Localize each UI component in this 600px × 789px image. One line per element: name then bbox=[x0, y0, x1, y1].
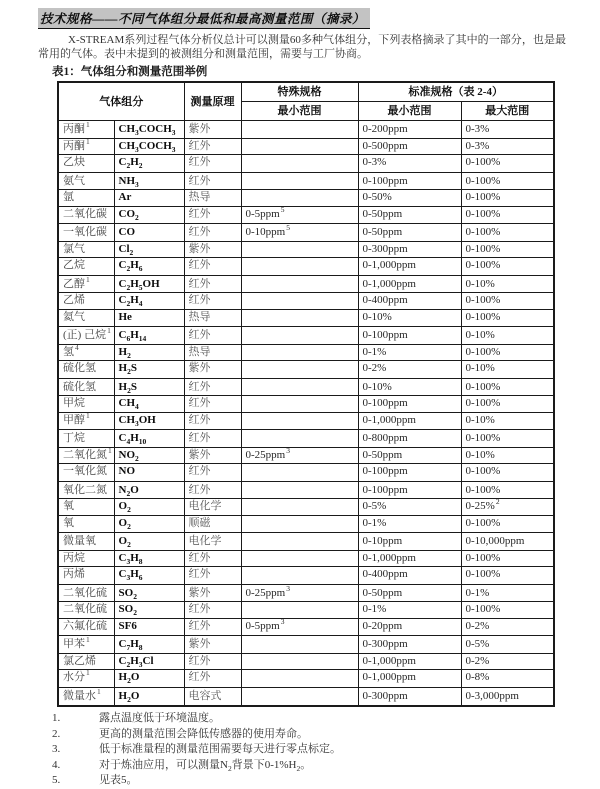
gas-name-cell: 乙醇$^1$ bbox=[58, 275, 114, 293]
gas-name-cell: 微量水$^1$ bbox=[58, 687, 114, 706]
standard-min-range-cell: 0-50ppm bbox=[358, 206, 461, 224]
principle-cell: 红外 bbox=[184, 567, 241, 585]
gas-group-10 bbox=[58, 584, 554, 636]
standard-min-range-cell: 0-100ppm bbox=[358, 327, 461, 345]
formula-cell: $C_4H_{10}$ bbox=[114, 430, 184, 448]
header-standard-spec: 标准规格（表 2-4） bbox=[358, 82, 554, 102]
gas-name-cell: 氧 bbox=[58, 515, 114, 533]
standard-max-range-cell: 0-10% bbox=[461, 361, 554, 379]
principle-cell: 红外 bbox=[184, 481, 241, 499]
principle-cell: 电化学 bbox=[184, 499, 241, 516]
formula-cell: $C_2H_4$ bbox=[114, 293, 184, 310]
footnote-4 bbox=[52, 758, 566, 774]
special-min-range-cell: 0-5ppm$^3$ bbox=[241, 618, 358, 636]
formula-cell: $CH_4$ bbox=[114, 396, 184, 413]
table-row bbox=[58, 602, 554, 619]
standard-max-range-cell: 0-100% bbox=[461, 293, 554, 310]
table-row bbox=[58, 515, 554, 533]
table-row bbox=[58, 550, 554, 567]
gas-name-cell: 氩 bbox=[58, 190, 114, 207]
principle-cell: 红外 bbox=[184, 670, 241, 688]
standard-max-range-cell: 0-100% bbox=[461, 172, 554, 190]
gas-name-cell: 丙酮$^1$ bbox=[58, 121, 114, 139]
standard-min-range-cell: 0-1% bbox=[358, 602, 461, 619]
standard-max-range-cell: 0-100% bbox=[461, 464, 554, 482]
principle-cell: 红外 bbox=[184, 396, 241, 413]
table-row bbox=[58, 327, 554, 345]
gas-name-cell: 水分$^1$ bbox=[58, 670, 114, 688]
principle-cell: 热导 bbox=[184, 190, 241, 207]
table-row bbox=[58, 481, 554, 499]
standard-min-range-cell: 0-400ppm bbox=[358, 293, 461, 310]
principle-cell: 红外 bbox=[184, 550, 241, 567]
table-row bbox=[58, 499, 554, 516]
principle-cell: 红外 bbox=[184, 464, 241, 482]
formula-cell: $H_2$ bbox=[114, 344, 184, 361]
table-row bbox=[58, 396, 554, 413]
gas-name-cell: 二氧化碳 bbox=[58, 206, 114, 224]
header-gas-component: 气体组分 bbox=[58, 82, 184, 121]
table-row bbox=[58, 533, 554, 551]
header-measure-principle: 测量原理 bbox=[184, 82, 241, 121]
standard-max-range-cell: 0-100% bbox=[461, 344, 554, 361]
table-row bbox=[58, 206, 554, 224]
formula-cell: Ar bbox=[114, 190, 184, 207]
gas-name-cell: 微量氧 bbox=[58, 533, 114, 551]
footnote-number: 5. bbox=[52, 774, 61, 786]
principle-cell: 热导 bbox=[184, 344, 241, 361]
gas-name-cell: 二氧化氮$^1$ bbox=[58, 447, 114, 464]
special-min-range-cell: 0-25ppm$^3$ bbox=[241, 447, 358, 464]
standard-max-range-cell: 0-2% bbox=[461, 653, 554, 670]
gas-name-cell: 硫化氢 bbox=[58, 378, 114, 396]
header-special-min-range: 最小范围 bbox=[241, 102, 358, 121]
principle-cell: 红外 bbox=[184, 275, 241, 293]
special-min-range-cell bbox=[241, 121, 358, 139]
standard-min-range-cell: 0-1,000ppm bbox=[358, 670, 461, 688]
footnote-text: 低于标准量程的测量范围需要每天进行零点标定。 bbox=[99, 743, 341, 755]
standard-max-range-cell: 0-8% bbox=[461, 670, 554, 688]
gas-name-cell: 一氧化氮 bbox=[58, 464, 114, 482]
gas-name-cell: 氧 bbox=[58, 499, 114, 516]
standard-min-range-cell: 0-10ppm bbox=[358, 533, 461, 551]
footnote-number: 2. bbox=[52, 727, 61, 740]
standard-min-range-cell: 0-500ppm bbox=[358, 138, 461, 155]
standard-min-range-cell: 0-100ppm bbox=[358, 481, 461, 499]
gas-name-cell: 氧化二氮 bbox=[58, 481, 114, 499]
principle-cell: 顺磁 bbox=[184, 515, 241, 533]
gas-group-7 bbox=[58, 430, 554, 482]
special-min-range-cell bbox=[241, 653, 358, 670]
standard-max-range-cell: 0-3% bbox=[461, 138, 554, 155]
gas-group-9 bbox=[58, 533, 554, 585]
standard-max-range-cell: 0-100% bbox=[461, 190, 554, 207]
gas-name-cell: 二氧化硫 bbox=[58, 602, 114, 619]
gas-name-cell: 氯乙烯 bbox=[58, 653, 114, 670]
standard-max-range-cell: 0-100% bbox=[461, 378, 554, 396]
standard-max-range-cell: 0-10% bbox=[461, 412, 554, 430]
standard-min-range-cell: 0-1,000ppm bbox=[358, 412, 461, 430]
special-min-range-cell bbox=[241, 190, 358, 207]
table-row bbox=[58, 636, 554, 654]
principle-cell: 红外 bbox=[184, 293, 241, 310]
gas-group-4 bbox=[58, 275, 554, 327]
footnote-5 bbox=[52, 773, 566, 789]
formula-cell: $C_3H_8$ bbox=[114, 550, 184, 567]
principle-cell: 紫外 bbox=[184, 361, 241, 379]
formula-cell: $C_3H_6$ bbox=[114, 567, 184, 585]
standard-max-range-cell: 0-100% bbox=[461, 155, 554, 173]
principle-cell: 红外 bbox=[184, 618, 241, 636]
formula-cell: $Cl_2$ bbox=[114, 241, 184, 258]
standard-min-range-cell: 0-300ppm bbox=[358, 241, 461, 258]
principle-cell: 红外 bbox=[184, 206, 241, 224]
principle-cell: 紫外 bbox=[184, 584, 241, 602]
table-row bbox=[58, 378, 554, 396]
formula-cell: $C_2H_3Cl$ bbox=[114, 653, 184, 670]
standard-min-range-cell: 0-800ppm bbox=[358, 430, 461, 448]
standard-min-range-cell: 0-1% bbox=[358, 515, 461, 533]
principle-cell: 红外 bbox=[184, 155, 241, 173]
standard-min-range-cell: 0-400ppm bbox=[358, 567, 461, 585]
special-min-range-cell bbox=[241, 396, 358, 413]
table-row bbox=[58, 293, 554, 310]
footnote-text: 露点温度低于环境温度。 bbox=[99, 712, 220, 724]
gas-name-cell: 氨气 bbox=[58, 172, 114, 190]
gas-name-cell: 乙烯 bbox=[58, 293, 114, 310]
formula-cell: $CO_2$ bbox=[114, 206, 184, 224]
principle-cell: 紫外 bbox=[184, 636, 241, 654]
page-title: 技术规格——不同气体组分最低和最高测量范围（摘录） bbox=[38, 8, 370, 29]
special-min-range-cell bbox=[241, 670, 358, 688]
gas-group-5 bbox=[58, 327, 554, 379]
standard-min-range-cell: 0-50ppm bbox=[358, 224, 461, 242]
special-min-range-cell bbox=[241, 172, 358, 190]
gas-name-cell: 甲苯$^1$ bbox=[58, 636, 114, 654]
footnote-2 bbox=[52, 727, 566, 743]
gas-name-cell: 丁烷 bbox=[58, 430, 114, 448]
special-min-range-cell bbox=[241, 378, 358, 396]
table-row bbox=[58, 138, 554, 155]
gas-name-cell: 氯气 bbox=[58, 241, 114, 258]
standard-max-range-cell: 0-10% bbox=[461, 275, 554, 293]
gas-name-cell: 丙酮$^1$ bbox=[58, 138, 114, 155]
header-special-spec: 特殊规格 bbox=[241, 82, 358, 102]
gas-group-11 bbox=[58, 636, 554, 688]
gas-name-cell: 一氧化碳 bbox=[58, 224, 114, 242]
principle-cell: 红外 bbox=[184, 653, 241, 670]
table-row bbox=[58, 172, 554, 190]
gas-name-cell: 六氟化硫 bbox=[58, 618, 114, 636]
table-row bbox=[58, 653, 554, 670]
table-row bbox=[58, 241, 554, 258]
footnote-3 bbox=[52, 742, 566, 758]
formula-cell: $SO_2$ bbox=[114, 584, 184, 602]
gas-group-3 bbox=[58, 224, 554, 276]
standard-min-range-cell: 0-20ppm bbox=[358, 618, 461, 636]
standard-min-range-cell: 0-1,000ppm bbox=[358, 275, 461, 293]
formula-cell: CO bbox=[114, 224, 184, 242]
table-row bbox=[58, 567, 554, 585]
gas-name-cell: 硫化氢 bbox=[58, 361, 114, 379]
formula-cell: $H_2O$ bbox=[114, 687, 184, 706]
standard-max-range-cell: 0-10% bbox=[461, 447, 554, 464]
special-min-range-cell bbox=[241, 430, 358, 448]
standard-max-range-cell: 0-3% bbox=[461, 121, 554, 139]
principle-cell: 红外 bbox=[184, 172, 241, 190]
header-standard-min-range: 最小范围 bbox=[358, 102, 461, 121]
special-min-range-cell bbox=[241, 481, 358, 499]
special-min-range-cell bbox=[241, 241, 358, 258]
table-row bbox=[58, 447, 554, 464]
table-row bbox=[58, 344, 554, 361]
table-row bbox=[58, 464, 554, 482]
principle-cell: 红外 bbox=[184, 327, 241, 345]
principle-cell: 紫外 bbox=[184, 121, 241, 139]
standard-min-range-cell: 0-200ppm bbox=[358, 121, 461, 139]
special-min-range-cell bbox=[241, 499, 358, 516]
special-min-range-cell: 0-25ppm$^3$ bbox=[241, 584, 358, 602]
formula-cell: $C_2H_5OH$ bbox=[114, 275, 184, 293]
standard-max-range-cell: 0-100% bbox=[461, 309, 554, 327]
formula-cell: $CH_3OH$ bbox=[114, 412, 184, 430]
standard-min-range-cell: 0-300ppm bbox=[358, 687, 461, 706]
gas-name-cell: 丙烯 bbox=[58, 567, 114, 585]
standard-max-range-cell: 0-10% bbox=[461, 327, 554, 345]
table-row bbox=[58, 121, 554, 139]
footnote-text: 对于炼油应用，可以测量$N_2$背景下$0-1\%H_2$。 bbox=[99, 758, 312, 773]
standard-min-range-cell: 0-50ppm bbox=[358, 584, 461, 602]
special-min-range-cell bbox=[241, 687, 358, 706]
principle-cell: 红外 bbox=[184, 412, 241, 430]
standard-min-range-cell: 0-1,000ppm bbox=[358, 653, 461, 670]
standard-min-range-cell: 0-50ppm bbox=[358, 447, 461, 464]
special-min-range-cell bbox=[241, 309, 358, 327]
standard-min-range-cell: 0-3% bbox=[358, 155, 461, 173]
table-caption: 表1：气体组分和测量范围举例 bbox=[52, 66, 208, 78]
table-row bbox=[58, 275, 554, 293]
special-min-range-cell bbox=[241, 344, 358, 361]
standard-min-range-cell: 0-100ppm bbox=[358, 464, 461, 482]
gas-name-cell: 氦气 bbox=[58, 309, 114, 327]
standard-min-range-cell: 0-2% bbox=[358, 361, 461, 379]
standard-min-range-cell: 0-50% bbox=[358, 190, 461, 207]
special-min-range-cell bbox=[241, 361, 358, 379]
principle-cell: 红外 bbox=[184, 138, 241, 155]
standard-max-range-cell: 0-100% bbox=[461, 567, 554, 585]
formula-cell: $CH_3COCH_3$ bbox=[114, 138, 184, 155]
formula-cell: $NH_3$ bbox=[114, 172, 184, 190]
standard-max-range-cell: 0-100% bbox=[461, 481, 554, 499]
principle-cell: 电容式 bbox=[184, 687, 241, 706]
standard-min-range-cell: 0-100ppm bbox=[358, 396, 461, 413]
table-row bbox=[58, 584, 554, 602]
table-row bbox=[58, 430, 554, 448]
special-min-range-cell bbox=[241, 533, 358, 551]
special-min-range-cell bbox=[241, 155, 358, 173]
intro-paragraph: X-STREAM系列过程气体分析仪总计可以测量60多种气体组分，下列表格摘录了其中的一部分，也是最常用的气体。表中未提到的被测组分和测量范围，需要与工厂协商。 bbox=[38, 34, 566, 60]
formula-cell: NO bbox=[114, 464, 184, 482]
special-min-range-cell bbox=[241, 636, 358, 654]
standard-min-range-cell: 0-5% bbox=[358, 499, 461, 516]
standard-min-range-cell: 0-300ppm bbox=[358, 636, 461, 654]
footnotes bbox=[52, 711, 566, 789]
standard-max-range-cell: 0-100% bbox=[461, 206, 554, 224]
standard-min-range-cell: 0-1,000ppm bbox=[358, 550, 461, 567]
footnote-text: 更高的测量范围会降低传感器的使用寿命。 bbox=[99, 727, 308, 740]
principle-cell: 紫外 bbox=[184, 241, 241, 258]
formula-cell: $H_2O$ bbox=[114, 670, 184, 688]
standard-min-range-cell: 0-100ppm bbox=[358, 172, 461, 190]
formula-cell: $CH_3COCH_3$ bbox=[114, 121, 184, 139]
formula-cell: $NO_2$ bbox=[114, 447, 184, 464]
gas-name-cell: 氢$^4$ bbox=[58, 344, 114, 361]
principle-cell: 红外 bbox=[184, 224, 241, 242]
special-min-range-cell bbox=[241, 138, 358, 155]
principle-cell: 红外 bbox=[184, 378, 241, 396]
formula-cell: He bbox=[114, 309, 184, 327]
standard-max-range-cell: 0-100% bbox=[461, 430, 554, 448]
header-row-1 bbox=[58, 82, 554, 102]
formula-cell: $C_2H_6$ bbox=[114, 258, 184, 276]
formula-cell: $O_2$ bbox=[114, 515, 184, 533]
standard-max-range-cell: 0-100% bbox=[461, 224, 554, 242]
standard-max-range-cell: 0-10,000ppm bbox=[461, 533, 554, 551]
table-row bbox=[58, 412, 554, 430]
special-min-range-cell bbox=[241, 464, 358, 482]
special-min-range-cell bbox=[241, 567, 358, 585]
table-row bbox=[58, 670, 554, 688]
standard-min-range-cell: 0-10% bbox=[358, 309, 461, 327]
footnote-number: 1. bbox=[52, 712, 61, 724]
table-row bbox=[58, 309, 554, 327]
header-standard-max-range: 最大范围 bbox=[461, 102, 554, 121]
gas-name-cell: 甲醇$^1$ bbox=[58, 412, 114, 430]
special-min-range-cell bbox=[241, 293, 358, 310]
formula-cell: $H_2S$ bbox=[114, 378, 184, 396]
special-min-range-cell bbox=[241, 602, 358, 619]
table-row bbox=[58, 155, 554, 173]
standard-min-range-cell: 0-1,000ppm bbox=[358, 258, 461, 276]
standard-max-range-cell: 0-2% bbox=[461, 618, 554, 636]
principle-cell: 红外 bbox=[184, 430, 241, 448]
gas-name-cell: 甲烷 bbox=[58, 396, 114, 413]
standard-max-range-cell: 0-100% bbox=[461, 396, 554, 413]
standard-max-range-cell: 0-100% bbox=[461, 258, 554, 276]
formula-cell: $N_2O$ bbox=[114, 481, 184, 499]
footnote-1 bbox=[52, 711, 566, 727]
special-min-range-cell bbox=[241, 275, 358, 293]
table-header bbox=[58, 82, 554, 121]
table-row bbox=[58, 258, 554, 276]
formula-cell: $O_2$ bbox=[114, 533, 184, 551]
special-min-range-cell bbox=[241, 258, 358, 276]
gas-group-2 bbox=[58, 172, 554, 224]
standard-min-range-cell: 0-1% bbox=[358, 344, 461, 361]
gas-name-cell: 乙烷 bbox=[58, 258, 114, 276]
standard-max-range-cell: 0-100% bbox=[461, 550, 554, 567]
special-min-range-cell: 0-10ppm$^5$ bbox=[241, 224, 358, 242]
footnote-text: 见表5。 bbox=[99, 774, 138, 786]
footnote-number: 4. bbox=[52, 758, 61, 771]
special-min-range-cell bbox=[241, 550, 358, 567]
standard-max-range-cell: 0-5% bbox=[461, 636, 554, 654]
table-row bbox=[58, 190, 554, 207]
gas-table bbox=[57, 81, 555, 707]
formula-cell: SF6 bbox=[114, 618, 184, 636]
gas-name-cell: 乙炔 bbox=[58, 155, 114, 173]
standard-max-range-cell: 0-1% bbox=[461, 584, 554, 602]
special-min-range-cell bbox=[241, 515, 358, 533]
gas-name-cell: 二氧化硫 bbox=[58, 584, 114, 602]
principle-cell: 热导 bbox=[184, 309, 241, 327]
principle-cell: 电化学 bbox=[184, 533, 241, 551]
special-min-range-cell bbox=[241, 327, 358, 345]
principle-cell: 红外 bbox=[184, 258, 241, 276]
gas-group-8 bbox=[58, 481, 554, 533]
gas-group-1 bbox=[58, 121, 554, 173]
formula-cell: $O_2$ bbox=[114, 499, 184, 516]
gas-group-12 bbox=[58, 687, 554, 706]
table-row bbox=[58, 618, 554, 636]
formula-cell: $C_7H_8$ bbox=[114, 636, 184, 654]
standard-max-range-cell: 0-100% bbox=[461, 515, 554, 533]
footnote-number: 3. bbox=[52, 743, 61, 755]
special-min-range-cell: 0-5ppm$^5$ bbox=[241, 206, 358, 224]
gas-name-cell: 丙烷 bbox=[58, 550, 114, 567]
formula-cell: $C_2H_2$ bbox=[114, 155, 184, 173]
standard-min-range-cell: 0-10% bbox=[358, 378, 461, 396]
standard-max-range-cell: 0-3,000ppm bbox=[461, 687, 554, 706]
special-min-range-cell bbox=[241, 412, 358, 430]
table-row bbox=[58, 687, 554, 706]
formula-cell: $H_2S$ bbox=[114, 361, 184, 379]
gas-group-6 bbox=[58, 378, 554, 430]
standard-max-range-cell: 0-25%$^2$ bbox=[461, 499, 554, 516]
principle-cell: 红外 bbox=[184, 602, 241, 619]
standard-max-range-cell: 0-100% bbox=[461, 602, 554, 619]
gas-name-cell: (正) 己烷$^1$ bbox=[58, 327, 114, 345]
formula-cell: $SO_2$ bbox=[114, 602, 184, 619]
standard-max-range-cell: 0-100% bbox=[461, 241, 554, 258]
formula-cell: $C_6H_{14}$ bbox=[114, 327, 184, 345]
table-row bbox=[58, 224, 554, 242]
table-row bbox=[58, 361, 554, 379]
principle-cell: 紫外 bbox=[184, 447, 241, 464]
